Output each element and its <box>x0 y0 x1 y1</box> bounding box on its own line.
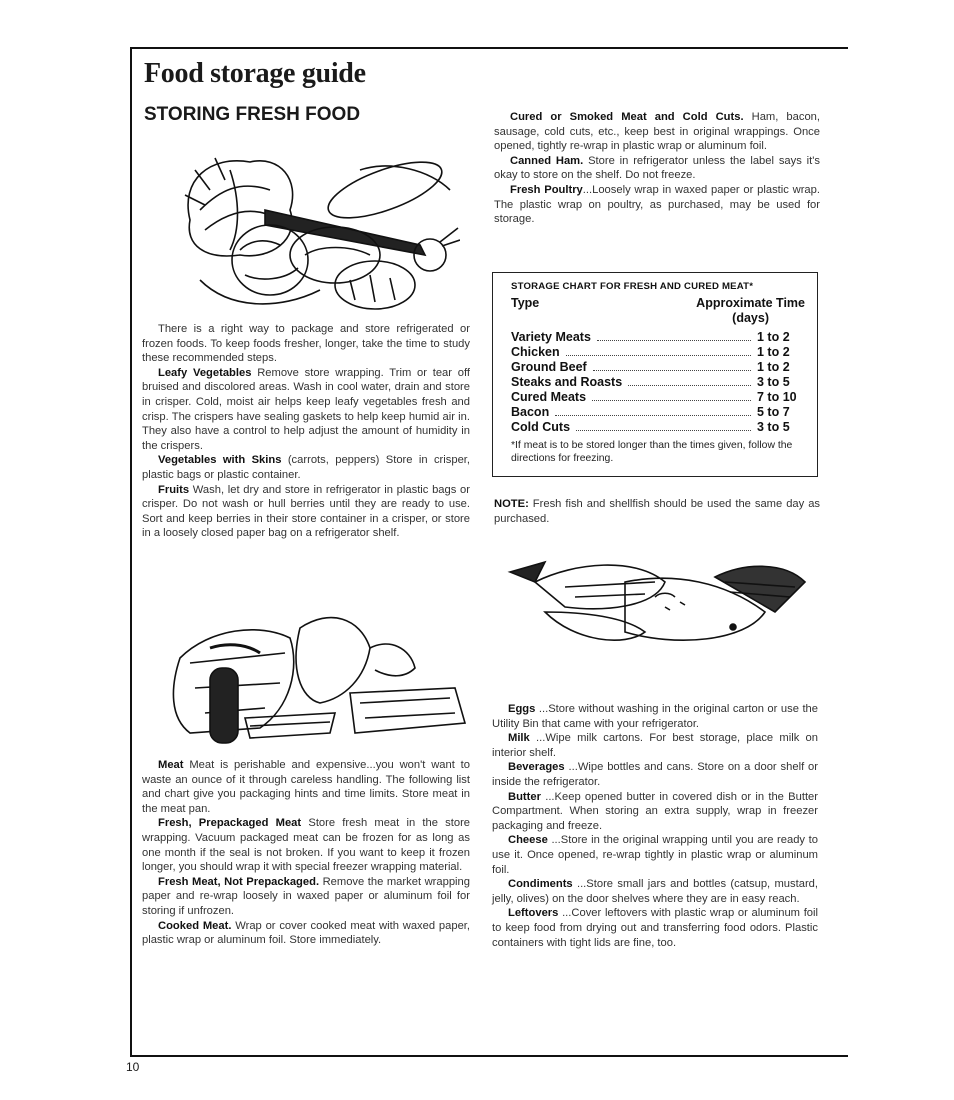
col-time-header <box>696 296 805 326</box>
leftovers-paragraph <box>492 906 818 950</box>
right-column-top <box>494 110 820 227</box>
canned-ham-paragraph <box>494 154 820 183</box>
table-row <box>511 345 805 360</box>
prepackaged-meat-text: Store fresh meat in the store wrapping. Vacuum packaged meat can be frozen for as long as one month if the seal is not broken. If you want to keep it frozen longer, you should wrap it with special freezer wrapping material. <box>142 817 471 874</box>
row-days: 5 to 7 <box>757 405 790 419</box>
beverages-label: Beverages <box>508 761 565 774</box>
leafy-vegetables-paragraph <box>142 366 470 454</box>
eggs-paragraph <box>492 702 818 731</box>
right-column-bottom <box>492 702 818 950</box>
cheese-text: ...Store in the original wrapping until you are ready to use it. Once opened, re-wrap tightly in plastic wrap or aluminum foil. <box>492 834 818 876</box>
cooked-meat-label: Cooked Meat. <box>158 919 232 932</box>
condiments-label: Condiments <box>508 878 573 891</box>
col-type-header: Type <box>511 296 540 310</box>
intro-paragraph: There is a right way to package and store refrigerated or frozen foods. To keep foods fresher, longer, take the time to study these recommended steps. <box>142 323 470 365</box>
butter-text: ...Keep opened butter in covered dish or in the Butter Compartment. When storing an extra supply, wrap in freezer packaging and freeze. <box>492 790 819 832</box>
fresh-poultry-label: Fresh Poultry <box>510 183 583 196</box>
prepackaged-meat-label: Fresh, Prepackaged Meat <box>158 817 302 830</box>
condiments-text: ...Store small jars and bottles (catsup, mustard, jelly, olives) on the door shelves where they are in easy reach. <box>492 878 819 905</box>
not-prepackaged-paragraph <box>142 875 470 919</box>
table-row <box>511 330 805 345</box>
left-column-bottom <box>142 758 470 948</box>
canned-ham-label: Canned Ham. <box>510 154 584 167</box>
table-row <box>511 405 805 420</box>
row-type: Variety Meats <box>511 330 591 344</box>
cured-meat-label: Cured or Smoked Meat and Cold Cuts. <box>510 111 744 123</box>
table-row <box>511 390 805 405</box>
not-prepackaged-text: Remove the market wrapping paper and re-wrap loosely in waxed paper or aluminum foil for storing if unfrozen. <box>142 875 470 917</box>
top-rule <box>130 47 848 49</box>
butter-paragraph <box>492 790 818 834</box>
row-type: Bacon <box>511 405 550 419</box>
leafy-vegetables-label: Leafy Vegetables <box>158 366 252 379</box>
col-unit-label: (days) <box>732 311 769 325</box>
table-row <box>511 375 805 390</box>
note-paragraph <box>494 497 820 526</box>
table-row <box>511 420 805 435</box>
row-days: 7 to 10 <box>757 390 797 404</box>
table-row <box>511 360 805 375</box>
meat-text: Meat is perishable and expensive...you won't want to waste an ounce of it through careless handling. The following list and chart give you packaging hints and time limits. Store meat in the meat pan. <box>142 759 471 815</box>
row-days: 1 to 2 <box>757 330 790 344</box>
note-block <box>494 497 820 526</box>
fresh-poultry-text: ...Loosely wrap in waxed paper or plastic wrap. The plastic wrap on poultry, as purchased, may be used for storage. <box>494 183 820 226</box>
bottom-rule <box>130 1055 848 1057</box>
left-column-top <box>142 322 470 541</box>
condiments-paragraph <box>492 877 818 906</box>
left-rule <box>130 47 132 1057</box>
fruits-label: Fruits <box>158 483 190 496</box>
row-days: 1 to 2 <box>757 345 790 359</box>
fish-illustration <box>505 552 810 662</box>
storage-chart-footnote: *If meat is to be stored longer than the times given, follow the directions for freezing. <box>511 440 793 464</box>
beverages-text: ...Wipe bottles and cans. Store on a door shelf or inside the refrigerator. <box>492 761 819 788</box>
row-type: Steaks and Roasts <box>511 375 623 389</box>
prepackaged-meat-paragraph <box>142 816 470 874</box>
section-heading: STORING FRESH FOOD <box>144 104 361 125</box>
eggs-text: ...Store without washing in the original carton or use the Utility Bin that came with your refrigerator. <box>492 703 818 730</box>
page-number: 10 <box>126 1060 140 1074</box>
meat-paragraph <box>142 758 470 816</box>
cured-meat-text: Ham, bacon, sausage, cold cuts, etc., keep best in original wrappings. Once opened, tightly re-wrap in plastic wrap or aluminum foil. <box>494 111 820 153</box>
meat-illustration <box>150 608 470 748</box>
vegetables-skins-text: (carrots, peppers) Store in crisper, plastic bags or plastic container. <box>142 454 471 481</box>
cooked-meat-text: Wrap or cover cooked meat with waxed paper, plastic wrap or aluminum foil. Store immediately. <box>142 919 471 947</box>
row-days: 1 to 2 <box>757 360 790 374</box>
canned-ham-text: Store in refrigerator unless the label says it's okay to store on the shelf. Do not freeze. <box>494 154 820 182</box>
row-type: Cured Meats <box>511 390 587 404</box>
storage-chart-header <box>511 296 805 326</box>
row-days: 3 to 5 <box>757 375 790 389</box>
leftovers-label: Leftovers <box>508 907 559 920</box>
cheese-label: Cheese <box>508 834 548 847</box>
cooked-meat-paragraph <box>142 919 470 948</box>
not-prepackaged-label: Fresh Meat, Not Prepackaged. <box>158 875 320 888</box>
meat-label: Meat <box>158 759 184 771</box>
vegetables-skins-label: Vegetables with Skins <box>158 454 282 467</box>
row-type: Chicken <box>511 345 560 359</box>
storage-chart <box>492 272 818 477</box>
fruits-text: Wash, let dry and store in refrigerator in plastic bags or crisper. Do not wash or hull berries until they are ready to use. Sort and keep berries in their store container in a crisper, or store in a loosely closed paper bag on a refrigerator shelf. <box>142 483 470 540</box>
row-type: Ground Beef <box>511 360 587 374</box>
storage-chart-title: STORAGE CHART FOR FRESH AND CURED MEAT* <box>511 281 754 292</box>
note-label: NOTE: <box>494 498 529 510</box>
fruits-paragraph <box>142 483 470 541</box>
leftovers-text: ...Cover leftovers with plastic wrap or aluminum foil to keep food from drying out and transferring food odors. Plastic containers with tight lids are fine, too. <box>492 907 818 949</box>
row-type: Cold Cuts <box>511 420 571 434</box>
vegetables-illustration <box>170 150 460 315</box>
row-days: 3 to 5 <box>757 420 790 434</box>
leafy-vegetables-text: Remove store wrapping. Trim or tear off bruised and discolored areas. Wash in cool water, drain and store in crisper. Cold, moist air helps keep leafy vegetables fresh and crisp. The crispers have sealing gaskets to help keep humid air in. They also have a control to help adjust the amount of humidity in the crispers. <box>142 366 470 452</box>
butter-label: Butter <box>508 790 541 803</box>
milk-text: ...Wipe milk cartons. For best storage, place milk on interior shelf. <box>492 732 818 759</box>
cured-meat-paragraph <box>494 110 820 154</box>
milk-paragraph <box>492 731 818 760</box>
note-text: Fresh fish and shellfish should be used the same day as purchased. <box>494 498 821 525</box>
vegetables-skins-paragraph <box>142 453 470 482</box>
fresh-poultry-paragraph <box>494 183 820 227</box>
eggs-label: Eggs <box>508 703 536 715</box>
cheese-paragraph <box>492 833 818 877</box>
page-title: Food storage guide <box>144 58 366 89</box>
col-time-label: Approximate Time <box>696 296 805 310</box>
beverages-paragraph <box>492 760 818 789</box>
milk-label: Milk <box>508 732 530 745</box>
storage-chart-rows <box>511 330 805 435</box>
